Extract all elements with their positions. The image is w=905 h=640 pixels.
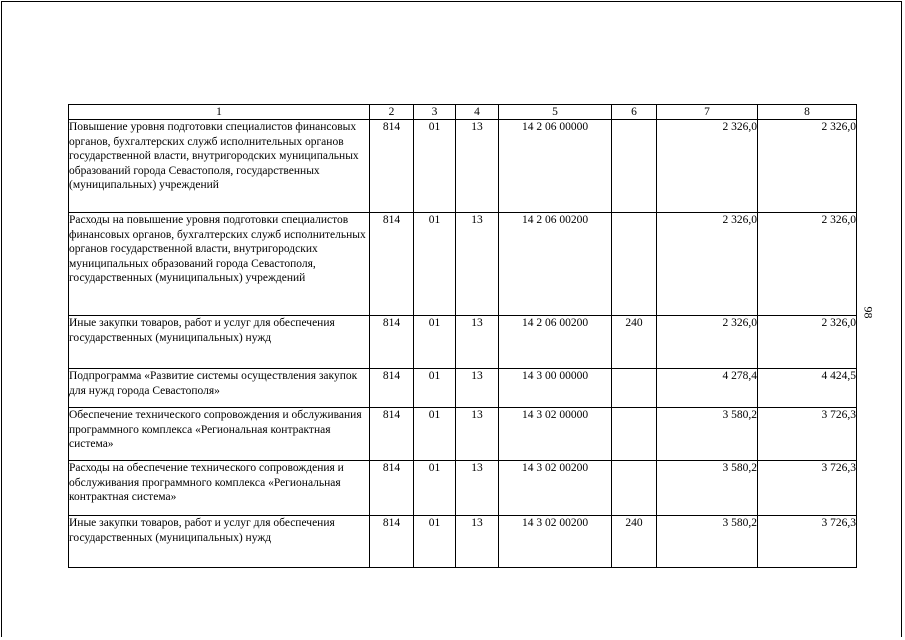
column-header-5: 5 [499,105,612,120]
row-target-article-cell: 14 3 02 00200 [499,516,612,568]
row-subsection-cell: 13 [456,120,499,213]
row-name-cell: Обеспечение технического сопровождения и обслуживания программного комплекса «Региональная контрактная система» [69,408,370,461]
row-section-cell: 01 [414,408,456,461]
table-header-row [69,105,857,120]
row-amount-col8-cell: 2 326,0 [758,316,857,369]
row-amount-col7-cell: 3 580,2 [657,461,758,516]
row-subsection-cell: 13 [456,516,499,568]
row-subsection-cell: 13 [456,408,499,461]
column-header-4: 4 [456,105,499,120]
table-row [69,516,857,568]
row-expense-type-cell [612,213,657,316]
row-name-cell: Повышение уровня подготовки специалистов финансовых органов, бухгалтерских служб исполнительных органов государственной власти, внутригородских муниципальных образований города Севастополя, государственных (муниципальных) учреждений [69,120,370,213]
row-ministry-cell: 814 [370,369,414,408]
row-subsection-cell: 13 [456,213,499,316]
row-ministry-cell: 814 [370,461,414,516]
row-ministry-cell: 814 [370,408,414,461]
row-target-article-cell: 14 2 06 00200 [499,316,612,369]
row-target-article-cell: 14 2 06 00000 [499,120,612,213]
row-section-cell: 01 [414,120,456,213]
row-ministry-cell: 814 [370,120,414,213]
row-name-cell: Расходы на повышение уровня подготовки специалистов финансовых органов, бухгалтерских служб исполнительных органов государственной власти, внутригородских муниципальных образований города Севастополя, государственных (муниципальных) учреждений [69,213,370,316]
row-section-cell: 01 [414,461,456,516]
row-target-article-cell: 14 3 02 00200 [499,461,612,516]
row-section-cell: 01 [414,516,456,568]
row-amount-col7-cell: 2 326,0 [657,316,758,369]
row-target-article-cell: 14 3 00 00000 [499,369,612,408]
row-amount-col8-cell: 4 424,5 [758,369,857,408]
row-section-cell: 01 [414,213,456,316]
row-ministry-cell: 814 [370,516,414,568]
table-row [69,213,857,316]
column-header-2: 2 [370,105,414,120]
row-name-cell: Расходы на обеспечение технического сопровождения и обслуживания программного комплекса «Региональная контрактная система» [69,461,370,516]
row-amount-col7-cell: 2 326,0 [657,213,758,316]
column-header-8: 8 [758,105,857,120]
row-amount-col8-cell: 2 326,0 [758,120,857,213]
row-target-article-cell: 14 2 06 00200 [499,213,612,316]
table-row [69,316,857,369]
column-header-3: 3 [414,105,456,120]
row-amount-col7-cell: 3 580,2 [657,408,758,461]
table-row [69,408,857,461]
row-expense-type-cell [612,120,657,213]
row-section-cell: 01 [414,316,456,369]
row-amount-col8-cell: 3 726,3 [758,408,857,461]
row-subsection-cell: 13 [456,369,499,408]
page-number: 98 [861,306,876,319]
row-name-cell: Подпрограмма «Развитие системы осуществления закупок для нужд города Севастополя» [69,369,370,408]
table-row [69,120,857,213]
row-expense-type-cell [612,408,657,461]
row-amount-col7-cell: 2 326,0 [657,120,758,213]
row-subsection-cell: 13 [456,316,499,369]
row-expense-type-cell: 240 [612,316,657,369]
row-name-cell: Иные закупки товаров, работ и услуг для обеспечения государственных (муниципальных) нужд [69,516,370,568]
table-row [69,461,857,516]
row-amount-col7-cell: 4 278,4 [657,369,758,408]
column-header-1: 1 [69,105,370,120]
row-target-article-cell: 14 3 02 00000 [499,408,612,461]
row-ministry-cell: 814 [370,316,414,369]
row-expense-type-cell: 240 [612,516,657,568]
row-amount-col8-cell: 2 326,0 [758,213,857,316]
column-header-6: 6 [612,105,657,120]
row-name-cell: Иные закупки товаров, работ и услуг для обеспечения государственных (муниципальных) нужд [69,316,370,369]
row-section-cell: 01 [414,369,456,408]
row-subsection-cell: 13 [456,461,499,516]
row-amount-col7-cell: 3 580,2 [657,516,758,568]
row-amount-col8-cell: 3 726,3 [758,516,857,568]
row-amount-col8-cell: 3 726,3 [758,461,857,516]
column-header-7: 7 [657,105,758,120]
row-ministry-cell: 814 [370,213,414,316]
table-row [69,369,857,408]
budget-table [68,104,857,568]
row-expense-type-cell [612,461,657,516]
row-expense-type-cell [612,369,657,408]
